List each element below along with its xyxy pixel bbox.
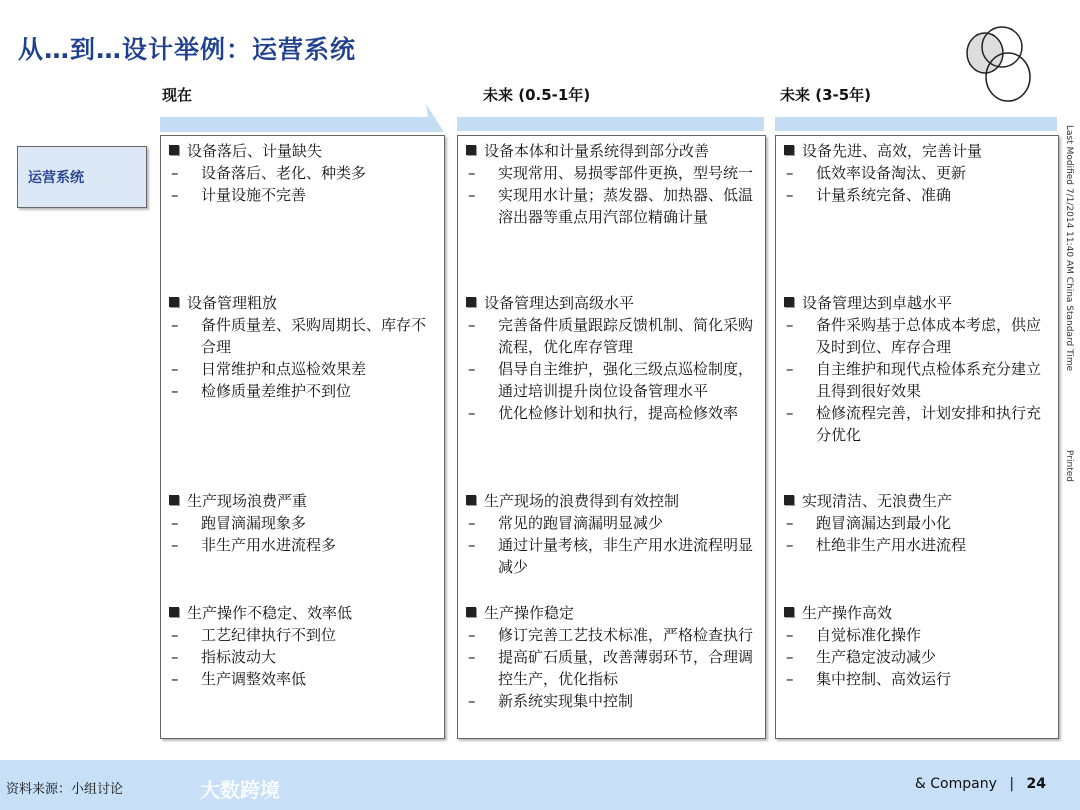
- list-item: [466, 646, 759, 690]
- list-item: [784, 402, 1052, 446]
- list-item: [784, 314, 1052, 358]
- dash-icon: –: [171, 648, 179, 666]
- heading-text: 设备落后、计量缺失: [187, 142, 323, 160]
- item-text: 修订完善工艺技术标准，严格检查执行: [498, 626, 754, 644]
- item-text: 集中控制、高效运行: [816, 670, 952, 688]
- item-text: 备件质量差、采购周期长、库存不合理: [201, 316, 427, 356]
- dash-icon: –: [468, 648, 476, 666]
- column-header-now: 现在: [162, 86, 193, 104]
- bullet-square-icon: [169, 297, 179, 307]
- bullet-square-icon: [169, 607, 179, 617]
- list-item: [784, 512, 1052, 534]
- item-text: 低效率设备淘汰、更新: [816, 164, 967, 182]
- section: [169, 602, 438, 690]
- dash-icon: –: [786, 404, 794, 422]
- source-note: 资料来源：小组讨论: [6, 782, 124, 797]
- section: [466, 602, 759, 712]
- list-item: [466, 184, 759, 228]
- heading-text: 设备本体和计量系统得到部分改善: [484, 142, 710, 160]
- watermark: 大数跨境: [200, 778, 280, 802]
- dash-icon: –: [468, 316, 476, 334]
- dash-icon: –: [786, 626, 794, 644]
- item-text: 非生产用水进流程多: [201, 536, 337, 554]
- bullet-square-icon: [169, 495, 179, 505]
- list-item: [169, 534, 438, 556]
- dash-icon: –: [171, 536, 179, 554]
- section: [784, 490, 1052, 556]
- item-text: 提高矿石质量，改善薄弱环节，合理调控生产，优化指标: [498, 648, 754, 688]
- section-heading: [466, 490, 759, 512]
- section-heading: [784, 140, 1052, 162]
- heading-text: 实现清洁、无浪费生产: [802, 492, 953, 510]
- section-heading: [466, 292, 759, 314]
- section-heading: [169, 490, 438, 512]
- list-item: [169, 358, 438, 380]
- item-text: 常见的跑冒滴漏明显减少: [498, 514, 664, 532]
- column-box: [160, 135, 445, 739]
- item-text: 杜绝非生产用水进流程: [816, 536, 967, 554]
- section: [169, 490, 438, 556]
- dash-icon: –: [786, 670, 794, 688]
- dash-icon: –: [786, 648, 794, 666]
- bullet-square-icon: [784, 145, 794, 155]
- section-heading: [784, 292, 1052, 314]
- heading-text: 生产现场浪费严重: [187, 492, 308, 510]
- list-item: [784, 162, 1052, 184]
- bullet-square-icon: [169, 145, 179, 155]
- dash-icon: –: [786, 360, 794, 378]
- heading-text: 设备先进、高效，完善计量: [802, 142, 983, 160]
- heading-text: 生产操作不稳定、效率低: [187, 604, 353, 622]
- item-text: 生产稳定波动减少: [816, 648, 937, 666]
- section-heading: [466, 140, 759, 162]
- list-item: [784, 534, 1052, 556]
- section: [784, 140, 1052, 206]
- heading-text: 生产现场的浪费得到有效控制: [484, 492, 680, 510]
- item-text: 日常维护和点巡检效果差: [201, 360, 367, 378]
- item-text: 新系统实现集中控制: [498, 692, 634, 710]
- column-box: [775, 135, 1059, 739]
- dash-icon: –: [786, 316, 794, 334]
- item-text: 实现用水计量；蒸发器、加热器、低温溶出器等重点用汽部位精确计量: [498, 186, 754, 226]
- bullet-square-icon: [466, 607, 476, 617]
- list-item: [466, 690, 759, 712]
- list-item: [784, 184, 1052, 206]
- heading-text: 设备管理粗放: [187, 294, 278, 312]
- section-heading: [784, 602, 1052, 624]
- bullet-square-icon: [784, 495, 794, 505]
- column-header-short-term: 未来 (0.5-1年): [483, 86, 591, 104]
- item-text: 自觉标准化操作: [816, 626, 922, 644]
- dash-icon: –: [171, 360, 179, 378]
- column-box: [457, 135, 766, 739]
- section-heading: [784, 490, 1052, 512]
- item-text: 工艺纪律执行不到位: [201, 626, 337, 644]
- section-heading: [169, 140, 438, 162]
- header-bar: [457, 117, 764, 131]
- section: [169, 140, 438, 206]
- list-item: [169, 646, 438, 668]
- dash-icon: –: [468, 536, 476, 554]
- list-item: [466, 314, 759, 358]
- item-text: 生产调整效率低: [201, 670, 307, 688]
- dash-icon: –: [468, 186, 476, 204]
- company-name: & Company: [914, 776, 997, 792]
- dash-icon: –: [786, 164, 794, 182]
- printed-text: Printed: [1064, 450, 1074, 482]
- section: [466, 140, 759, 228]
- item-text: 计量设施不完善: [201, 186, 307, 204]
- footer: [0, 760, 1080, 810]
- list-item: [169, 314, 438, 358]
- item-text: 检修质量差维护不到位: [201, 382, 352, 400]
- section: [169, 292, 438, 402]
- item-text: 通过计量考核，非生产用水进流程明显减少: [498, 536, 754, 576]
- dash-icon: –: [171, 514, 179, 532]
- list-item: [169, 624, 438, 646]
- dash-icon: –: [171, 382, 179, 400]
- page-number: 24: [1026, 776, 1046, 792]
- dash-icon: –: [171, 670, 179, 688]
- logo-circles-icon: [960, 25, 1040, 105]
- list-item: [169, 380, 438, 402]
- list-item: [466, 358, 759, 402]
- item-text: 跑冒滴漏达到最小化: [816, 514, 952, 532]
- list-item: [169, 668, 438, 690]
- dash-icon: –: [468, 360, 476, 378]
- heading-text: 设备管理达到高级水平: [484, 294, 635, 312]
- list-item: [784, 668, 1052, 690]
- dash-icon: –: [468, 404, 476, 422]
- heading-text: 生产操作稳定: [484, 604, 575, 622]
- bullet-square-icon: [466, 495, 476, 505]
- dash-icon: –: [171, 316, 179, 334]
- section: [784, 292, 1052, 446]
- list-item: [169, 184, 438, 206]
- dash-icon: –: [786, 514, 794, 532]
- section-heading: [169, 602, 438, 624]
- list-item: [466, 534, 759, 578]
- list-item: [466, 624, 759, 646]
- list-item: [169, 162, 438, 184]
- bullet-square-icon: [784, 297, 794, 307]
- list-item: [466, 402, 759, 424]
- last-modified-text: Last Modified 7/1/2014 11:40 AM China Standard Time: [1064, 125, 1074, 372]
- section-heading: [466, 602, 759, 624]
- heading-text: 设备管理达到卓越水平: [802, 294, 953, 312]
- item-text: 优化检修计划和执行，提高检修效率: [498, 404, 739, 422]
- dash-icon: –: [171, 186, 179, 204]
- list-item: [784, 624, 1052, 646]
- dash-icon: –: [786, 536, 794, 554]
- bullet-square-icon: [466, 145, 476, 155]
- list-item: [784, 646, 1052, 668]
- item-text: 实现常用、易损零部件更换，型号统一: [498, 164, 754, 182]
- bullet-square-icon: [466, 297, 476, 307]
- dash-icon: –: [468, 626, 476, 644]
- section: [466, 292, 759, 424]
- item-text: 指标波动大: [201, 648, 277, 666]
- dash-icon: –: [468, 164, 476, 182]
- item-text: 倡导自主维护，强化三级点巡检制度，通过培训提升岗位设备管理水平: [498, 360, 754, 400]
- section: [466, 490, 759, 578]
- dash-icon: –: [468, 692, 476, 710]
- column-header-long-term: 未来 (3-5年): [780, 86, 872, 104]
- dash-icon: –: [171, 164, 179, 182]
- list-item: [169, 512, 438, 534]
- item-text: 自主维护和现代点检体系充分建立且得到很好效果: [816, 360, 1042, 400]
- bullet-square-icon: [784, 607, 794, 617]
- arrow-bar: [160, 104, 444, 132]
- section: [784, 602, 1052, 690]
- section-heading: [169, 292, 438, 314]
- item-text: 跑冒滴漏现象多: [201, 514, 307, 532]
- list-item: [466, 512, 759, 534]
- dash-icon: –: [468, 514, 476, 532]
- dash-icon: –: [171, 626, 179, 644]
- row-label: 运营系统: [17, 146, 147, 208]
- heading-text: 生产操作高效: [802, 604, 893, 622]
- header-bar: [775, 117, 1057, 131]
- item-text: 检修流程完善，计划安排和执行充分优化: [816, 404, 1042, 444]
- dash-icon: –: [786, 186, 794, 204]
- item-text: 设备落后、老化、种类多: [201, 164, 367, 182]
- list-item: [466, 162, 759, 184]
- footer-company: & Company | 24: [914, 776, 1046, 792]
- page-title: 从…到…设计举例：运营系统: [18, 35, 357, 64]
- list-item: [784, 358, 1052, 402]
- item-text: 备件采购基于总体成本考虑，供应及时到位、库存合理: [816, 316, 1042, 356]
- item-text: 完善备件质量跟踪反馈机制、简化采购流程，优化库存管理: [498, 316, 754, 356]
- item-text: 计量系统完备、准确: [816, 186, 952, 204]
